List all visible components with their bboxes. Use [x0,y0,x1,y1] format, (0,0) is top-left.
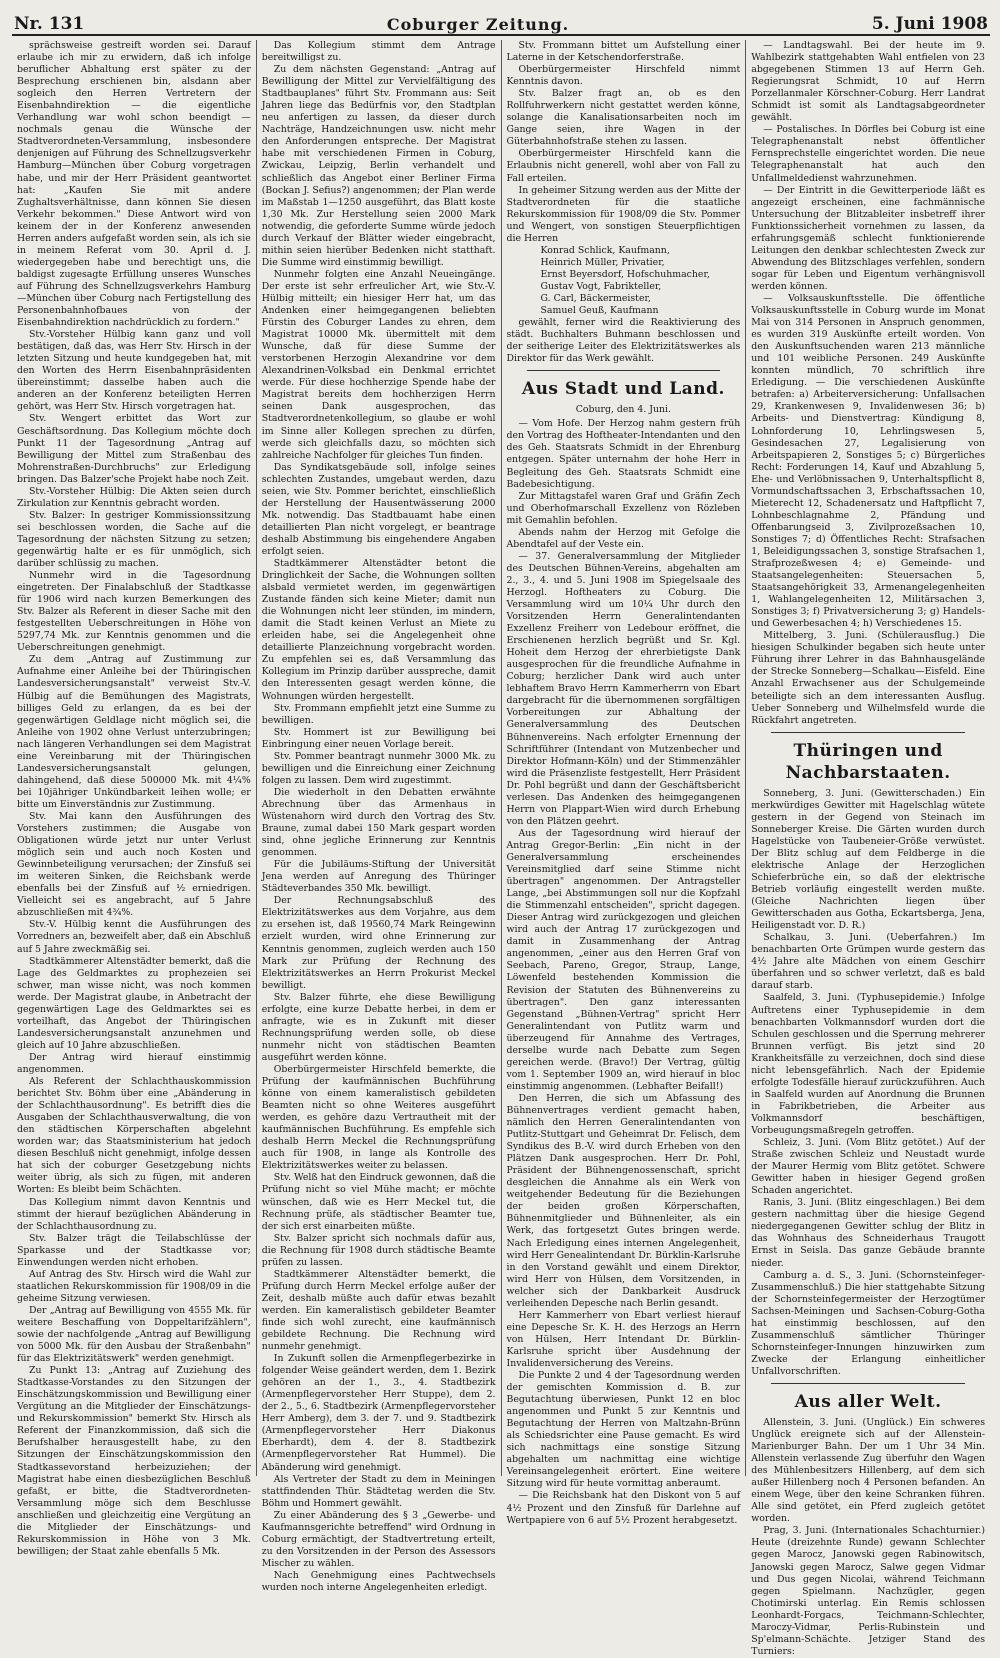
column-2 [257,40,502,1593]
paragraph: Stadtkämmerer Altenstädter betont die Dringlichkeit der Sache, die Wohnungen sollten alsbald vermietet werden, im gegenwärtigen Zustande fänden sich keine Mieter; damit nun die Wohnungen nicht leer stünden, im mindern, damit die Stadt keinen Verlust an Miete zu erleiden habe, sei die Angelegenheit ohne detaillierte Planzeichnung vorgebracht worden. Zu empfehlen sei es, daß Versammlung das Kollegium im Prinzip darüber ausspreche, damit den Interessenten gesagt werden könne, die Wohnungen würden hergestellt. [261,558,496,702]
paragraph: Ranis, 3. Juni. (Blitz eingeschlagen.) Bei dem gestern nachmittag über die hiesige Gegend niedergegangenen Gewitter schlug der Blitz in das Wohnhaus des Schneiderhaus Traugott Ernst in Seisla. Das ganze Gebäude brannte nieder. [751,1197,985,1269]
issue-number: Nr. 131 [14,14,85,34]
paragraph: Stv. Pommer beantragt nunmehr 3000 Mk. zu bewilligen und die Einreichung einer Zeichnung folgen zu lassen. Dem wird zugestimmt. [261,750,496,786]
paragraph: Auf Antrag des Stv. Hirsch wird die Wahl zur staatlichen Rekurskommission für 1908/09 in die geheime Sitzung verwiesen. [17,1268,251,1304]
member-name: Samuel Geuß, Kaufmann [540,305,659,317]
paragraph: Stv. Balzer trägt die Teilabschlüsse der Sparkasse und der Stadtkasse vor; Einwendungen werden nicht erhoben. [17,1232,251,1268]
section-heading: Thüringen und Nachbarstaaten. [785,740,951,783]
paragraph: sprächsweise gestreift worden sei. Darauf erlaube ich mir zu erwidern, daß ich infolge beruflicher Abhaltung erst später zu der Besprechung erschienen bin, alsdann aber sogleich den Herren Vertretern der Eisenbahndirektion — die eigentliche Verhandlung war wohl schon beendigt — nochmals genau die Wünsche der Stadtverordneten-Versammlung, insbesondere denjenigen auf Führung des Schnellzugsverkehr Hamburg—München über Coburg vorgetragen habe, und mir der Herr Präsident geantwortet hat: „Kaufen Sie mit andere Zughaltsverhältnisse, dann können Sie diesen Verkehr bekommen." Diese Antwort wird von keinem der in der Konferenz anwesenden Herren anders aufgefaßt worden sein, als ich sie in meinem Referat vom 30. April d. J. wiedergegeben habe und berechtigt uns, die baldigst zugesagte Erfüllung unseres Wunsches auf Führung des Schnellzugsverkehrs Hamburg—München über Coburg nach Fertigstellung des Personenbahnhofbaues von der Eisenbahndirektion nachdrücklich zu fordern." [17,40,251,329]
paragraph: Stv. Mai kann den Ausführungen des Vorstehers zustimmen; die Ausgabe von Obligationen würde jetzt nur unter Verlust möglich sein und auch noch Kosten und Gewinnbeteiligung verursachen; der Zinsfuß sei im weiteren Sinken, die Reichsbank werde ebenfalls bei der Zinsfuß auf ½ erniedrigen. Vielleicht sei es angebracht, auf 5 Jahre abzuschließen mit 4¾%. [17,811,251,919]
paragraph: — Der Eintritt in die Gewitterperiode läßt es angezeigt erscheinen, eine fachmännische Untersuchung der Blitzableiter insbetreff ihrer Funktionssicherheit vornehmen zu lassen, da erfahrungsgemäß schlecht funktionierende Leitungen den denkbar schlechtesten Zweck zur Abwendung des Blitzschlages verfehlen, sondern sogar für Leben und Eigentum verhängnisvoll werden können. [751,184,985,292]
paragraph: Stv. Hommert ist zur Bewilligung bei Einbringung einer neuen Vorlage bereit. [261,726,496,750]
paragraph: Abends nahm der Herzog mit Gefolge die Abendtafel auf der Veste ein. [506,526,741,550]
paragraph: Zu dem „Antrag auf Zustimmung zur Aufnahme einer Anleihe bei der Thüringischen Landesversicherungsanstalt" verweist Stv.-V. Hülbig auf die Bemühungen des Magistrats, billiges Geld zu erlangen, da es bei der gegenwärtigen Geldlage nicht möglich sei, die Anleihe von 1902 ohne Verlust unterzubringen; nach längeren Verhandlungen sei dem Magistrat eine Vereinbarung mit der Thüringischen Landesversicherungsanstalt gelungen, dahingehend, daß diese 500000 Mk. mit 4¼% bei 10jähriger Unkündbarkeit leihen wolle; er bitte um Einverständnis zur Zustimmung. [17,654,251,810]
paragraph: Zur Mittagstafel waren Graf und Gräfin Zech und Oberhofmarschall Exzellenz von Rözleben mit Gemahlin befohlen. [506,490,741,526]
member-name: Heinrich Müller, Privatier, [540,256,665,268]
paragraph: Der Antrag wird hierauf einstimmig angenommen. [17,1051,251,1075]
paragraph: Prag, 3. Juni. (Internationales Schachturnier.) Heute (dreizehnte Runde) gewann Schlechter gegen Marocz, Janowski gegen Rabinowitsch, Janowski gegen Marocz, Salwe gegen Vidmar und Dus gegen Nicolai, während Teichmann gegen Spielmann. Nachzügler, gegen Chotimirski unterlag. Ein Remis schlossen Leonhardt-Forgacs, Teichmann-Schlechter, Maroczy-Vidmar, Perlis-Rubinstein und Sp'elmann-Schächte. Jetziger Stand des Turniers: [751,1525,985,1657]
member-name: G. Carl, Bäckermeister, [540,292,651,304]
paragraph: Das Kollegium nimmt davon Kenntnis und stimmt der hierauf bezüglichen Abänderung in der Schlachthausordnung zu. [17,1196,251,1232]
paragraph: Oberbürgermeister Hirschfeld bemerkte, die Prüfung der kaufmännischen Buchführung könne von einem kameralistisch gebildeten Beamten nicht so ohne Weiteres ausgeführt werden, es gehöre dazu Vertrautheit mit der kaufmännischen Buchführung. Es empfehle sich deshalb Herrn Meckel die Rechnungsprüfung auch für 1908, in lange als Kontrolle des Elektrizitätswerkes weiter zu belassen. [261,1063,496,1172]
paragraph: Aus der Tagesordnung wird hierauf der Antrag Gregor-Berlin: „Ein nicht in der Generalversammlung erscheinendes Vereinsmitglied darf seine Stimme nicht übertragen" angenommen. Der Antragsteller Lange, „bei Abstimmungen soll nur die Kopfzahl die Stimmenzahl entscheiden", spricht dagegen. Dieser Antrag wird zurückgezogen und gleichen wird auch der Antrag 17 zurückgezogen und damit in Zusammenhang der Antrag angenommen, „einer aus den Herren Graf von Seebach, Pareno, Gregor, Straup, Lange, Löwenfeld bestehenden Kommission die Revision der Statuten des Bühnenvereins zu übertragen". Den ganz interessanten Gegenstand „Bühnen-Vertrag" spricht Herr Generalintendant von Putlitz warm und überzeugend für Annahme des Vertrages, derselbe wurde nach Debatte zum Segen gereichen werde. (Bravo!) Der Vertrag, gültig vom 1. September 1909 an, wird hierauf in bloc einstimmig angenommen. (Lebhafter Beifall!) [506,827,741,1092]
paragraph: Nunmehr wird in die Tagesordnung eingetreten. Der Finalabschluß der Stadtkasse für 1906 wird nach kurzen Bemerkungen des Stv. Balzer als Referent in dieser Sache mit den festgestellten Ueberschreitungen in Höhe von 5297,74 Mk. zur Kenntnis genommen und die Ueberschreitungen genehmigt. [17,570,251,654]
paragraph: Schleiz, 3. Juni. (Vom Blitz getötet.) Auf der Straße zwischen Schleiz und Neustadt wurde der Maurer Hermig vom Blitz getötet. Schwere Gewitter haben in hiesiger Gegend großen Schaden angerichtet. [751,1137,985,1197]
paragraph: Stv.-V. Hülbig kennt die Ausführungen des Vorredners an, bezweifelt aber, daß ein Abschluß auf 5 Jahre zweckmäßig sei. [17,919,251,955]
dateline: Coburg, den 4. Juni. [575,404,672,416]
section-divider [771,1383,965,1384]
paragraph: — Die Reichsbank hat den Diskont von 5 auf 4½ Prozent und den Zinsfuß für Darlehne auf Wertpapiere von 6 auf 5½ Prozent herabgesetzt. [506,1490,741,1526]
masthead [12,6,990,36]
paragraph: Zu einer Abänderung des § 3 „Gewerbe- und Kaufmannsgerichte betreffend" wird Ordnung in Coburg ermächtigt, der Stadtvertretung erteilt, zu den Vorsitzenden in der Person des Assessors Mischer zu wählen. [261,1509,496,1569]
paragraph: Stv. Wengert erbittet das Wort zur Geschäftsordnung. Das Kollegium möchte doch Punkt 11 der Tagesordnung „Antrag auf Bewilligung der Mittel zum Straßenbau des Mohrenstraßen-Durchbruchs" zur Erledigung bringen. Das Balzer'sche Projekt habe noch Zeit. [17,413,251,485]
paragraph: — 37. Generalversammlung der Mitglieder des Deutschen Bühnen-Vereins, abgehalten am 2., 3., 4. und 5. Juni 1908 im Spiegelsaale des Herzogl. Hoftheaters zu Coburg. Die Versammlung wird um 10¼ Uhr durch den Vorsitzenden Herrn Generalintendanten Exzellenz Freiherr von Ledebour eröffnet, die Erschienenen herzlich begrüßt und Sr. Kgl. Hoheit dem Herzog der ehrerbietigste Dank ausgesprochen für die freundliche Aufnahme in Coburg; herzlicher Dank wird auch unter lebhaftem Bravo Herrn Kammerherrn von Ebart dargebracht für die übernommenen sorgfältigen Vorbereitungen zur Abhaltung der Generalversammlung des Deutschen Bühnenvereins. Nach erfolgter Ernennung der Schriftführer (Intendant von Mutzenbecher und Direktor Hofmann-Köln) und der Stimmenzähler wird die Präsenzliste festgestellt, Herr Präsident Dr. Pohl begrüßt und dann der Geschäftsbericht verlesen. Das Andenken des heimgegangenen Herrn von Plappart-Wien wird durch Erhebung von den Plätzen geehrt. [506,550,741,827]
paragraph: Den Herren, die sich um Abfassung des Bühnenvertrages verdient gemacht haben, nämlich den Herren Generalintendanten von Putlitz-Stuttgart und Geheimrat Dr. Felisch, dem Syndikus des B.-V. wird durch Erheben von den Plätzen Dank ausgesprochen. Herr Dr. Pohl, Präsident der Bühnengenossenschaft, spricht desgleichen die Annahme als ein Werk von weitgehender Bedeutung für die Beziehungen der beiden großen Körperschaften, Bühnenmitglieder und Bühnenleiter, als ein Werk, das fortgesetzt Gutes bringen werde. Nach Erledigung eines internen Angelegenheit, wird Herr Genealintendant Dr. Bürklin-Karlsruhe in den Vorstand gewählt und einem Direktor, wird Herr von Hülsen, dem Vorsitzenden, in welcher sich der Dankbarkeit Ausdruck verleihenden Depesche nach Berlin gesandt. [506,1092,741,1309]
column-1 [12,40,257,1557]
paragraph: Für die Jubiläums-Stiftung der Universität Jena werden auf Anregung des Thüringer Städteverbandes 350 Mk. bewilligt. [261,859,496,895]
paragraph: Als Referent der Schlachthauskommission berichtet Stv. Böhm über eine „Abänderung in der Schlachthausordnung". Es betrifft dies die Ausgaben der Schlachthausverwaltung, die von den städtischen Körperschaften abgelehnt worden war; das Staatsministerium hat jedoch diesen Beschluß nicht genehmigt, infolge dessen hat sich der coburger Gesetzgebung nichts weiter übrig, als sich zu fügen, mit anderen Worten: Es bleibt beim Schächten. [17,1076,251,1196]
paragraph: Das Syndikatsgebäude soll, infolge seines schlechten Zustandes, umgebaut werden, dazu seien, wie Stv. Pommer berichtet, einschließlich der Herstellung der Hausentwässerung 2000 Mk. notwendig. Das Stadtbauamt habe einen detaillierten Plan nicht vorgelegt, er beantrage deshalb Abstimmung bis eingehendere Angaben erfolgt seien. [261,461,496,557]
paragraph: Die Punkte 2 und 4 der Tagesordnung werden der gemischten Kommission d. B. zur Begutachtung überwiesen, Punkt 12 en bloc angenommen und Punkt 5 zur Kenntnis und Begutachtung der Herren von Maltzahn-Brünn als Schiedsrichter eine Pause gemacht. Es wird sich nachmittags eine sonstige Sitzung abgehalten um nachmittag eine wichtige Vereinsangelegenheit erörtert. Eine weitere Sitzung wird für heute vormittag anberaumt. [506,1370,741,1490]
paragraph: Stv. Frommann bittet um Aufstellung einer Laterne in der Ketschendorferstraße. [506,40,741,64]
paragraph: Zu dem nächsten Gegenstand: „Antrag auf Bewilligung der Mittel zur Vervielfältigung des Stadtbauplanes" führt Stv. Frommann aus: Seit Jahren liege das Bedürfnis vor, den Stadtplan neu anfertigen zu lassen, da dieser durch Nachträge, Handzeichnungen usw. nicht mehr den Anforderungen entspreche. Der Magistrat habe mit verschiedenen Firmen in Coburg, Zwickau, Leipzig, Berlin verhandelt und schließlich das Angebot einer Berliner Firma (Bockan J. Sefius?) angenommen; der Plan werde im Maßstab 1—1250 ausgeführt, das Blatt koste 1,30 Mk. Zur Herstellung seien 2000 Mark notwendig, die geforderte Summe würde jedoch durch Verkauf der Blätter wieder eingebracht, mithin seien hierüber Bedenken nicht statthaft. Die Summe wird einstimmig bewilligt. [261,64,496,268]
paragraph: In geheimer Sitzung werden aus der Mitte der Stadtverordneten für die staatliche Rekurskommission für 1908/09 die Stv. Pommer und Wengert, von sonstigen Steuerpflichtigen die Herren [506,184,741,244]
member-name: Gustav Vogt, Fabrikteller, [540,280,662,292]
section-divider [527,370,721,371]
paragraph: Herr Kammerherr von Ebart verliest hierauf eine Depesche Sr. K. H. des Herzogs an Herrn von Hülsen, Herr Intendant Dr. Bürklin-Karlsruhe spricht über Ausdehnung der Invalidenversicherung des Vereins. [506,1309,741,1369]
paragraph: Camburg a. d. S., 3. Juni. (Schornsteinfeger-Zusammenschluß.) Die hier stattgehabte Sitzung der Schornsteinfegermeister der Herzogtümer Sachsen-Meiningen und Sachsen-Coburg-Gotha hat einstimmig beschlossen, auf den Zusammenschluß sämtlicher Thüringer Schornsteinfeger-Innungen hinzuwirken zum Zwecke der Erlangung einheitlicher Unfallvorschriften. [751,1269,985,1377]
paragraph: Stadtkämmerer Altenstädter bemerkt, daß die Lage des Geldmarktes zu prophezeien sei schwer, man wisse nicht, was noch kommen werde. Der Magistrat glaube, in Anbetracht der gegenwärtigen Lage des Geldmarktes sei es vorteilhaft, das Angebot der Thüringischen Landesversicherungsanstalt anzunehmen und gleich auf 10 Jahre abzuschließen. [17,955,251,1051]
paragraph: — Volksauskunftsstelle. Die öffentliche Volksauskunftsstelle in Coburg wurde im Monat Mai von 314 Personen in Anspruch genommen, es wurden 319 Auskünfte erteilt worden. Von den Auskunftsuchenden waren 213 männliche und 101 weibliche Personen. 249 Auskünfte konnten mündlich, 70 schriftlich ihre Erledigung. — Die verschiedenen Auskünfte betrafen: a) Arbeiterversicherung: Unfallsachen 29, Krankenwesen 9, Invalidenwesen 36; b) Arbeits- und Dienstvertrag: Kündigung 8, Lohnforderung 10, Lehrlingswesen 5, Gesindesachen 27, Legalisierung von Arbeitspapieren 2, Sonstiges 5; c) Bürgerliches Recht: Forderungen 14, Kauf und Abzahlung 5, Ehe- und Verlöbnissachen 9, Unterhaltspflicht 8, Vormundschaftssachen 3, Erbschaftssachen 10, Mieterecht 12, Schadenersatz und Haftpflicht 7, Lohnbeschlagnahme 2, Pfändung und Offenbarungseid 3, Zivilprozeßsachen 10, Sonstiges 7; d) Öffentliches Recht: Strafsachen 1, Beleidigungssachen 3, sonstige Strafsachen 1, Strafprozeßwesen 4; e) Gemeinde- und Staatsangelegenheiten: Steuersachen 5, Staatsangehörigkeit 33, Armenangelegenheiten 1, Wahlangelegenheiten 12, Militärsachen 3, Sonstiges 3; f) Privatversicherung 3; g) Handels- und Gewerbesachen 4; h) Verschiedenes 15. [751,292,985,630]
section-heading: Aus Stadt und Land. [521,379,725,400]
paragraph: Als Vertreter der Stadt zu dem in Meiningen stattfindenden Thür. Städtetag werden die Stv. Böhm und Hommert gewählt. [261,1473,496,1509]
paragraph: Stv. Balzer spricht sich nochmals dafür aus, die Rechnung für 1908 durch städtische Beamte prüfen zu lassen. [261,1232,496,1268]
column-3 [502,40,747,1526]
newspaper-title: Coburger Zeitung. [386,15,570,34]
paragraph: Sonneberg, 3. Juni. (Gewitterschaden.) Ein merkwürdiges Gewitter mit Hagelschlag wütete gestern in der Gegend von Steinach im Sonneberger Kreise. Die Gärten wurden durch Hagelstücke von Taubeneier-Größe verwüstet. Der Blitz schlug auf dem Feldberge in die elektrische Anlage der Herzoglichen Schieferbrüche ein, so daß der elektrische Betrieb vorläufig eingestellt werden mußte. (Gleiche Nachrichten liegen über Gewitterschaden aus Gotha, Eckartsberga, Jena, Heiligenstadt vor. D. R.) [751,787,985,932]
article-columns [12,40,990,1657]
paragraph: Stv. Balzer: In gestriger Kommissionssitzung sei beschlossen worden, die Sache auf die Tagesordnung der nächsten Sitzung zu setzen; gegenwärtig halte er es für unmöglich, sich darüber schlüssig zu machen. [17,509,251,570]
paragraph: Oberbürgermeister Hirschfeld kann die Erlaubnis nicht generell, wohl aber von Fall zu Fall erteilen. [506,148,741,184]
paragraph: Oberbürgermeister Hirschfeld nimmt Kenntnis davon. [506,64,741,88]
section-divider [771,732,965,733]
paragraph: Allenstein, 3. Juni. (Unglück.) Ein schweres Unglück ereignete sich auf der Allenstein-Marienburger Bahn. Der um 1 Uhr 34 Min. Allenstein verlassende Zug überfuhr den Wagen des Mühlenbesitzers Hillenberg, auf dem sich außer Hillenberg noch 4 Personen befanden. An einem Wege, über den keine Schranken führen. Alle sind getötet, ein Pferd zugleich getötet worden. [751,1416,985,1525]
column-4 [746,40,990,1657]
paragraph: Stv.-Vorsteher Hülbig: Die Akten seien durch Zirkulation zur Kenntnis gebracht worden. [17,485,251,509]
paragraph: — Landtagswahl. Bei der heute im 9. Wahlbezirk stattgehabten Wahl entfielen von 23 abgegebenen Stimmen 13 auf Herrn Geh. Regierungsrat Schmidt, 10 auf Herrn Porzellanmaler Körschner-Coburg. Herr Landrat Schmidt ist somit als Landtagsabgeordneter gewählt. [751,40,985,124]
member-name: Ernst Beyersdorf, Hofschuhmacher, [540,268,710,280]
paragraph: gewählt, ferner wird die Reaktivierung des städt. Buchhalters Buhmann beschlossen und der seitherige Leiter des Elektrizitätswerkes als Direktor für das Werk gewählt. [506,317,741,365]
paragraph: Die wiederholt in den Debatten erwähnte Abrechnung über das Armenhaus in Wüstenahorn wird durch den Vortrag des Stv. Braune, zumal dabei 150 Mark gespart worden sind, ohne jegliche Erinnerung zur Kenntnis genommen. [261,786,496,859]
paragraph: Der Rechnungsabschluß des Elektrizitätswerkes aus dem Vorjahre, aus dem zu ersehen ist, daß 19560,74 Mark Reingewinn erzielt wurden, wird ohne Erinnerung zur Kenntnis genommen, zugleich werden auch 150 Mark zur Prüfung der Rechnung des Elektrizitätswerkes an Herrn Prokurist Meckel bewilligt. [261,895,496,991]
paragraph: In Zukunft sollen die Armenpflegerbezirke in folgender Weise geändert werden, dem 1. Bezirk gehören an der 1., 3., 4. Stadtbezirk (Armenpflegervorsteher Herr Stuppe), dem 2. der 2., 5., 6. Stadtbezirk (Armenpflegervorsteher Herr Amberg), dem 3. der 7. und 9. Stadtbezirk (Armenpflegervorsteher Herr Diakonus Eberhardt), dem 4. der 8. Stadtbezirk (Armenpflegervorsteher Rat Hummel). Die Abänderung wird genehmigt. [261,1353,496,1473]
paragraph: Saalfeld, 3. Juni. (Typhusepidemie.) Infolge Auftretens einer Typhusepidemie in dem benachbarten Volkmannsdorf wurden dort die Schulen geschlossen und die Sperrung mehrerer Brunnen verfügt. Bis jetzt sind 20 Krankheitsfälle zu verzeichnen, doch sind diese nicht lebensgefährlich. Nach der Epidemie erfolgte Todesfälle hierauf zurückzuführen. Auch in Saalfeld wurden auf Anordnung die Brunnen in Fabrikbetrieben, die Arbeiter aus Volkmannsdorf beschäftigen, Vorbeugungsmaßregeln getroffen. [751,992,985,1136]
paragraph: Stv. Frommann empfiehlt jetzt eine Summe zu bewilligen. [261,702,496,726]
paragraph: Stv.-Vorsteher Hülbig kann ganz und voll bestätigen, daß das, was Herr Stv. Hirsch in der letzten Sitzung und heute kundgegeben hat, mit den Worten des Herrn Eisenbahnpräsidenten übereinstimmt; dasselbe haben auch die anderen an der Konferenz beteiligten Herren gehört, was Herr Stv. Hirsch vorgetragen hat. [17,329,251,413]
member-name: Konrad Schlick, Kaufmann, [540,244,670,256]
paragraph: Zu Punkt 13: „Antrag auf Zuziehung des Stadtkasse-Vorstandes zu den Sitzungen der Einschätzungskommission und Bewilligung einer Vergütung an die Mitglieder der Einschätzungs- und Rekurskommission" bemerkt Stv. Hirsch als Referent der Finanzkommission, daß sich die Berufshalber herausgestellt habe, zu den Sitzungen der Einschätzungskommission den Stadtkassevorstand herbeizuziehen; der Magistrat habe einen diesbezüglichen Beschluß gefaßt, er bitte, die Stadtverordneten-Versammlung möge sich dem Beschlusse anschließen und gleichzeitig eine Vergütung an die Mitglieder der Einschätzungs- und Rekurskommission in Höhe von 3 Mk. bewilligen; der Staat zahle ebenfalls 5 Mk. [17,1365,251,1557]
paragraph: Mittelberg, 3. Juni. (Schülerausflug.) Die hiesigen Schulkinder begaben sich heute unter Führung ihrer Lehrer in das Bahnhausgelände der Strecke Sonneberg—Schalkau—Eisfeld. Eine Anzahl Erwachsener aus der Schulgemeinde beteiligte sich an dem interessanten Ausflug. Ueber Sonneberg und Wilhelmsfeld wurde die Rückfahrt angetreten. [751,630,985,726]
paragraph: Stv. Balzer fragt an, ob es den Rollfuhrwerkern nicht gestattet werden könne, solange die Kanalisationsarbeiten noch im Gange seien, ihre Wagen in der Güterbahnhofstraße stehen zu lassen. [506,88,741,148]
section-heading: Aus aller Welt. [794,1391,942,1412]
paragraph: Der „Antrag auf Bewilligung von 4555 Mk. für weitere Beschaffung von Doppeltarifzählern", sowie der nachfolgende „Antrag auf Bewilligung von 5000 Mk. für den Ausbau der Straßenbahn" für das Elektrizitätswerk" werden genehmigt. [17,1304,251,1365]
paragraph: Schalkau, 3. Juni. (Ueberfahren.) Im benachbarten Orte Grümpen wurde gestern das 4½ Jahre alte Mädchen von einem Geschirr überfahren und so schwer verletzt, daß es bald darauf starb. [751,932,985,992]
issue-date: 5. Juni 1908 [871,14,988,34]
paragraph: — Vom Hofe. Der Herzog nahm gestern früh den Vortrag des Hoftheater-Intendanten und den des Geh. Staatsrats Schmidt in der Ehrenburg entgegen. Später unternahm der hohe Herr in Begleitung des Geh. Staatsrats Schmidt eine Badebesichtigung. [506,418,741,490]
paragraph: — Postalisches. In Dörfles bei Coburg ist eine Telegraphenanstalt nebst öffentlicher Fernsprechstelle eingerichtet worden. Die neue Telegraphenanstalt hat auch den Unfallmeldedienst wahrzunehmen. [751,124,985,184]
commission-member-list [507,245,741,317]
paragraph: Nach Genehmigung eines Pachtwechsels wurden noch interne Angelegenheiten erledigt. [261,1569,496,1593]
paragraph: Stv. Balzer führte, ehe diese Bewilligung erfolgte, eine kurze Debatte herbei, in dem er anfragte, wie es in Zukunft mit dieser Rechnungsprüfung werden solle, ob diese nunmehr nicht von städtischen Beamten ausgeführt werden könne. [261,991,496,1063]
paragraph: Das Kollegium stimmt dem Antrage bereitwilligst zu. [261,40,496,64]
paragraph: Stv. Welß hat den Eindruck gewonnen, daß die Prüfung nicht so viel Mühe macht; er möchte wünschen, daß wie es Herr Meckel tut, die Rechnung prüfe, als städtischer Beamter tue, der sich erst einarbeiten müßte. [261,1172,496,1232]
paragraph: Nunmehr folgten eine Anzahl Neueingänge. Der erste ist sehr erfreulicher Art, wie Stv.-V. Hülbig mitteilt; ein hiesiger Herr hat, um das Andenken einer heimgegangenen beliebten Fürstin des Coburger Landes zu ehren, dem Magistrat 10000 Mk. übermittelt mit dem Wunsche, daß für diese Summe der verstorbenen Herzogin Alexandrine vor dem Alexandrinen-Volksbad ein Denkmal errichtet werde. Für diese hochherzige Spende habe der Magistrat bereits dem hochherzigen Herrn seinen Dank ausgesprochen, das Stadtverordnetenkollegium, so glaube er wohl im Sinne aller Kollegen sprechen zu dürfen, werde sich gleichfalls dazu, so möchten sich zahlreiche Nachfolger für gleiches Tun finden. [261,268,496,461]
paragraph: Stadtkämmerer Altenstädter bemerkt, die Prüfung durch Herrn Meckel erfolge außer der Zeit, deshalb müßte auch dafür etwas bezahlt werden. Ein kameralistisch gebildeter Beamter finde sich wohl zurecht, eine kaufmännisch gebildete Rechnung. Die Rechnung wird nunmehr genehmigt. [261,1268,496,1353]
